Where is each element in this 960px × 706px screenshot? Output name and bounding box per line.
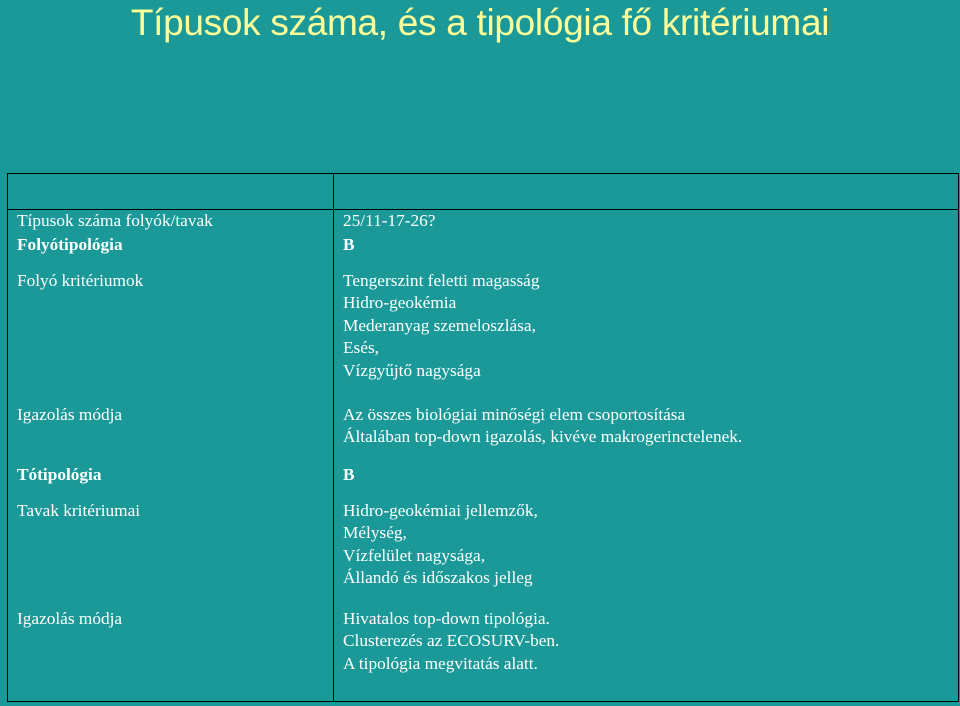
row-value	[334, 608, 959, 702]
row-value-line: Clusterezés az ECOSURV-ben.	[343, 631, 560, 650]
row-value-line: Mélység,	[343, 523, 407, 542]
row-label-text: Tavak kritériumai	[17, 500, 141, 520]
table-header-row	[8, 174, 959, 210]
table-row	[8, 608, 959, 702]
row-value	[334, 270, 959, 404]
row-value-line: B	[343, 464, 355, 484]
row-label-text: Igazolás módja	[17, 404, 123, 424]
table-row	[8, 500, 959, 608]
row-label-text: Igazolás módja	[17, 608, 123, 628]
row-label	[8, 608, 334, 702]
row-value-line: Az összes biológiai minőségi elem csoportosítása	[343, 404, 686, 424]
row-label	[8, 210, 334, 234]
table-row	[8, 464, 959, 500]
header-cell-left	[8, 174, 334, 210]
row-value-line: Esés,	[343, 338, 379, 357]
slide-title: Típusok száma, és a tipológia fő kritériumai	[130, 2, 830, 43]
row-value-line: Hidro-geokémiai jellemzők,	[343, 500, 538, 520]
row-value-line: Hivatalos top-down tipológia.	[343, 608, 550, 628]
row-label-text: Folyó kritériumok	[17, 270, 144, 290]
row-label	[8, 500, 334, 608]
row-value-line: 25/11-17-26?	[343, 211, 436, 230]
row-label	[8, 404, 334, 464]
row-value-line: Vízfelület nagysága,	[343, 545, 486, 565]
row-label-text: Folyótipológia	[17, 234, 123, 254]
row-label	[8, 270, 334, 404]
row-label-text: Tótipológia	[17, 464, 102, 484]
row-value	[334, 234, 959, 270]
row-value	[334, 500, 959, 608]
row-value-line: B	[343, 234, 355, 254]
table-row	[8, 210, 959, 234]
table-row	[8, 404, 959, 464]
header-cell-right	[334, 174, 959, 210]
row-value-line: Állandó és időszakos jelleg	[343, 568, 533, 587]
row-value-line: A tipológia megvitatás alatt.	[343, 653, 538, 673]
row-value	[334, 404, 959, 464]
row-label-text: Típusok száma folyók/tavak	[17, 211, 213, 230]
row-value-line: Tengerszint feletti magasság	[343, 270, 540, 290]
row-value-line: Hidro-geokémia	[343, 293, 457, 312]
table-row	[8, 270, 959, 404]
row-label	[8, 464, 334, 500]
row-label	[8, 234, 334, 270]
row-value	[334, 464, 959, 500]
row-value-line: Mederanyag szemeloszlása,	[343, 315, 536, 335]
table-row	[8, 234, 959, 270]
row-value-line: Általában top-down igazolás, kivéve makrogerinctelenek.	[343, 427, 743, 446]
row-value-line: Vízgyűjtő nagysága	[343, 360, 481, 380]
criteria-table	[7, 173, 959, 702]
row-value	[334, 210, 959, 234]
